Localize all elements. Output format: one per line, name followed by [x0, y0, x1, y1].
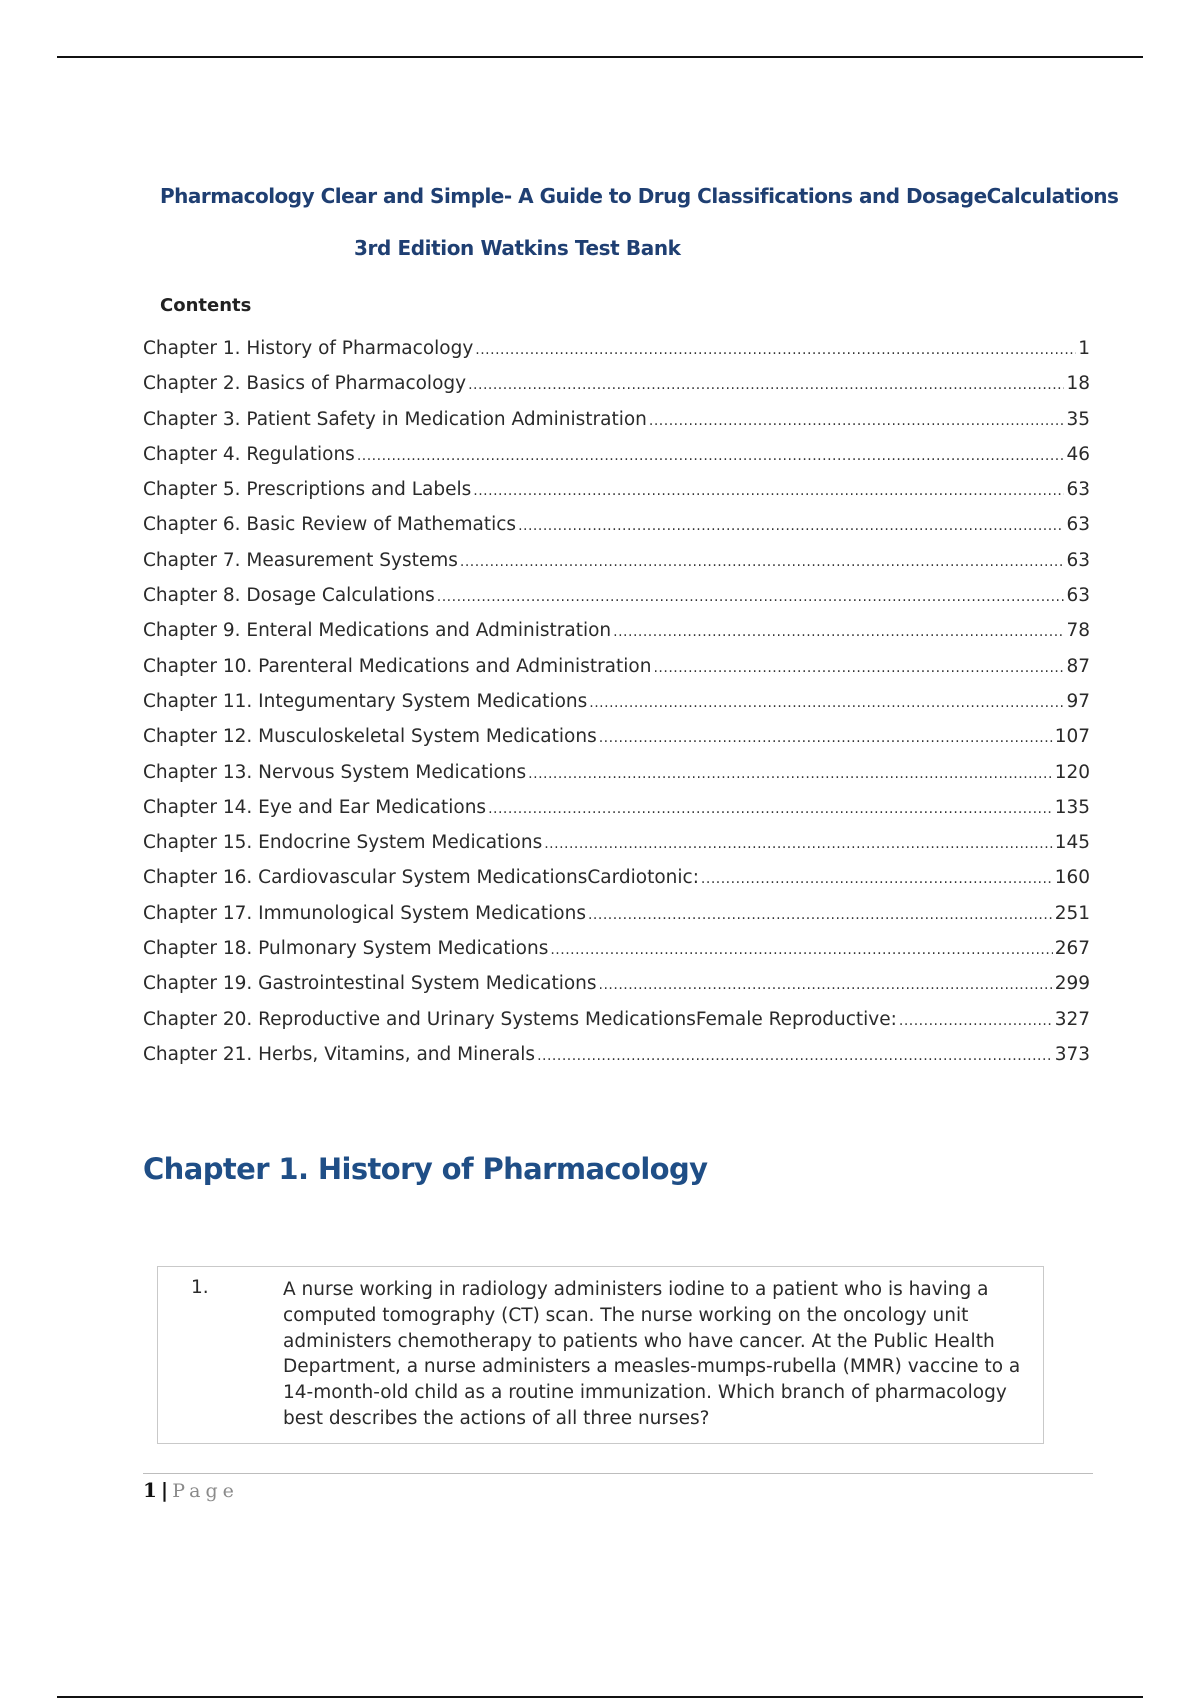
toc-dot-leader: [701, 871, 1053, 887]
toc-entry-chapter-5[interactable]: [143, 479, 1090, 514]
toc-entry-page: 63: [1066, 585, 1090, 607]
toc-entry-page: 373: [1054, 1043, 1090, 1065]
toc-entry-page: 18: [1066, 373, 1090, 395]
toc-dot-leader: [599, 730, 1053, 746]
toc-entry-chapter-16[interactable]: [143, 867, 1090, 902]
document-subtitle: 3rd Edition Watkins Test Bank: [354, 236, 681, 260]
toc-dot-leader: [537, 1048, 1053, 1064]
toc-entry-page: 160: [1054, 867, 1090, 889]
toc-entry-chapter-8[interactable]: [143, 585, 1090, 620]
toc-entry-chapter-18[interactable]: [143, 938, 1090, 973]
toc-entry-label: Chapter 2. Basics of Pharmacology: [143, 373, 467, 395]
toc-entry-label: Chapter 8. Dosage Calculations: [143, 585, 435, 607]
footer-rule: [143, 1473, 1093, 1474]
footer-separator: |: [160, 1478, 169, 1502]
toc-entry-label: Chapter 1. History of Pharmacology: [143, 338, 474, 359]
document-title: Pharmacology Clear and Simple- A Guide to Drug Classifications and DosageCalculations: [160, 184, 1119, 208]
toc-entry-label: Chapter 16. Cardiovascular System MedicationsCardiotonic:: [143, 867, 699, 889]
toc-dot-leader: [550, 942, 1052, 958]
toc-entry-chapter-3[interactable]: [143, 409, 1090, 444]
top-rule: [57, 56, 1143, 58]
toc-dot-leader: [544, 836, 1052, 852]
toc-entry-chapter-2[interactable]: [143, 373, 1090, 408]
toc-entry-chapter-13[interactable]: [143, 762, 1090, 797]
toc-entry-chapter-11[interactable]: [143, 691, 1090, 726]
question-box: [157, 1266, 1044, 1444]
toc-entry-chapter-15[interactable]: [143, 832, 1090, 867]
toc-dot-leader: [437, 589, 1065, 605]
toc-entry-chapter-12[interactable]: [143, 726, 1090, 761]
toc-entry-label: Chapter 14. Eye and Ear Medications: [143, 796, 487, 818]
toc-entry-chapter-4[interactable]: [143, 444, 1090, 479]
toc-entry-page: 107: [1054, 726, 1090, 748]
toc-entry-chapter-1[interactable]: [143, 338, 1090, 373]
toc-entry-page: 1: [1078, 338, 1090, 359]
toc-entry-page: 63: [1066, 514, 1090, 536]
chapter-heading: Chapter 1. History of Pharmacology: [143, 1152, 708, 1186]
toc-entry-label: Chapter 13. Nervous System Medications: [143, 761, 527, 783]
toc-dot-leader: [528, 766, 1053, 782]
toc-entry-page: 46: [1066, 443, 1090, 465]
toc-entry-page: 299: [1054, 973, 1090, 995]
toc-entry-chapter-14[interactable]: [143, 797, 1090, 832]
toc-dot-leader: [357, 448, 1065, 464]
toc-entry-label: Chapter 6. Basic Review of Mathematics: [143, 514, 517, 536]
toc-entry-label: Chapter 9. Enteral Medications and Administration: [143, 620, 612, 642]
toc-dot-leader: [488, 801, 1053, 817]
toc-entry-page: 120: [1054, 761, 1090, 783]
toc-dot-leader: [589, 695, 1064, 711]
toc-entry-chapter-10[interactable]: [143, 656, 1090, 691]
toc-entry-label: Chapter 15. Endocrine System Medications: [143, 832, 543, 854]
contents-heading: Contents: [160, 295, 252, 316]
toc-dot-leader: [613, 624, 1064, 640]
question-text: A nurse working in radiology administers iodine to a patient who is having a computed tomography (CT) scan. The nurse working on the oncology unit administers chemotherapy to patients who have cancer. At the Public Health Department, a nurse administers a measles-mumps-rubella (MMR) vaccine to a 14-month-old child as a routine immunization. Which branch of pharmacology best describes the actions of all three nurses?: [283, 1279, 1021, 1429]
bottom-rule: [57, 1696, 1143, 1698]
toc-entry-page: 35: [1066, 408, 1090, 430]
toc-entry-page: 87: [1066, 655, 1090, 677]
toc-entry-page: 251: [1054, 902, 1090, 924]
toc-entry-chapter-17[interactable]: [143, 903, 1090, 938]
toc-entry-chapter-9[interactable]: [143, 620, 1090, 655]
toc-dot-leader: [588, 907, 1053, 923]
footer-page-number: 1: [143, 1478, 157, 1502]
toc-entry-chapter-20[interactable]: [143, 1009, 1090, 1044]
toc-entry-page: 97: [1066, 690, 1090, 712]
table-of-contents: [143, 338, 1090, 1079]
toc-dot-leader: [475, 342, 1076, 358]
toc-dot-leader: [460, 554, 1065, 570]
toc-entry-label: Chapter 5. Prescriptions and Labels: [143, 479, 472, 501]
toc-entry-label: Chapter 17. Immunological System Medications: [143, 902, 586, 924]
toc-entry-label: Chapter 4. Regulations: [143, 443, 355, 465]
toc-entry-page: 267: [1054, 938, 1090, 960]
toc-entry-page: 78: [1066, 620, 1090, 642]
toc-dot-leader: [649, 413, 1065, 429]
toc-entry-label: Chapter 20. Reproductive and Urinary Systems MedicationsFemale Reproductive:: [143, 1008, 897, 1030]
toc-dot-leader: [899, 1013, 1053, 1029]
toc-dot-leader: [468, 377, 1064, 393]
toc-entry-page: 63: [1066, 549, 1090, 571]
toc-entry-label: Chapter 3. Patient Safety in Medication Administration: [143, 408, 647, 430]
toc-dot-leader: [518, 518, 1064, 534]
toc-entry-label: Chapter 7. Measurement Systems: [143, 549, 458, 571]
toc-entry-chapter-6[interactable]: [143, 514, 1090, 549]
toc-entry-chapter-21[interactable]: [143, 1044, 1090, 1079]
toc-entry-page: 145: [1054, 832, 1090, 854]
toc-entry-label: Chapter 18. Pulmonary System Medications: [143, 938, 549, 960]
toc-entry-label: Chapter 11. Integumentary System Medications: [143, 690, 588, 712]
question-number: 1.: [191, 1277, 209, 1298]
page-footer: [143, 1478, 239, 1502]
toc-entry-page: 135: [1054, 796, 1090, 818]
toc-dot-leader: [599, 977, 1053, 993]
toc-entry-label: Chapter 10. Parenteral Medications and Administration: [143, 655, 652, 677]
toc-entry-label: Chapter 12. Musculoskeletal System Medications: [143, 726, 597, 748]
toc-entry-chapter-19[interactable]: [143, 973, 1090, 1008]
toc-entry-page: 63: [1066, 479, 1090, 501]
toc-dot-leader: [473, 483, 1064, 499]
toc-entry-label: Chapter 21. Herbs, Vitamins, and Minerals: [143, 1043, 536, 1065]
toc-entry-page: 327: [1054, 1008, 1090, 1030]
toc-entry-chapter-7[interactable]: [143, 550, 1090, 585]
footer-page-word: Page: [172, 1480, 239, 1502]
toc-dot-leader: [653, 660, 1064, 676]
toc-entry-label: Chapter 19. Gastrointestinal System Medications: [143, 973, 597, 995]
